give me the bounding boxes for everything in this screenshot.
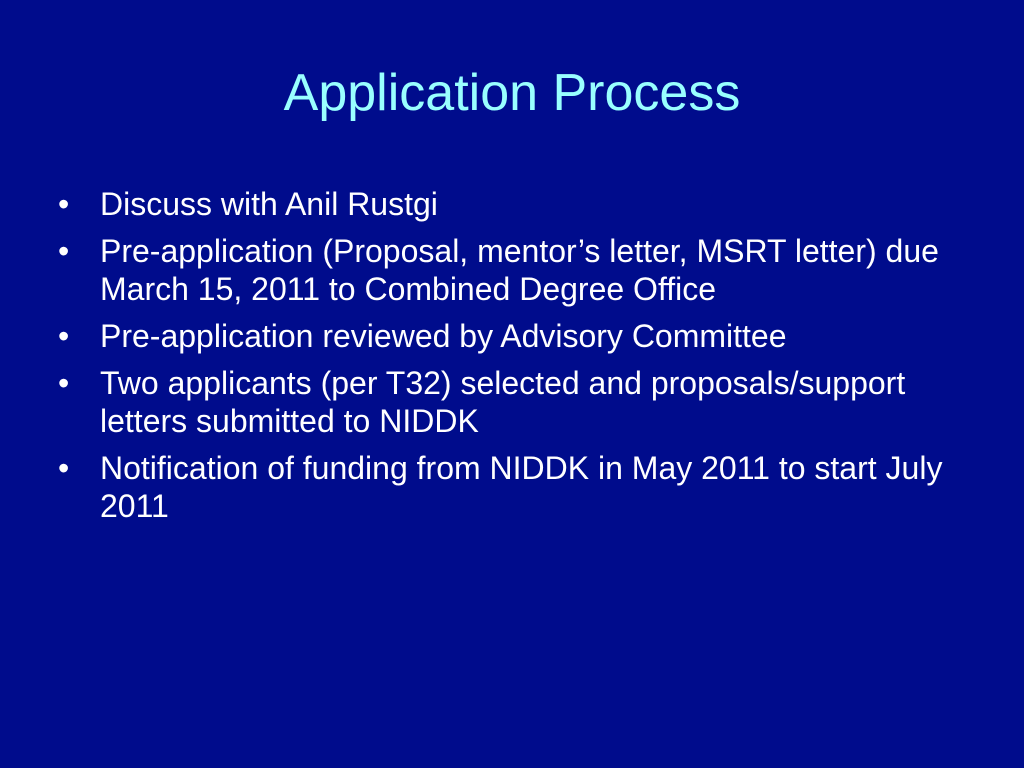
bullet-icon: • — [58, 450, 70, 486]
bullet-item — [56, 185, 976, 223]
bullet-icon: • — [58, 365, 70, 401]
bullet-icon: • — [58, 233, 70, 269]
bullet-icon: • — [58, 186, 70, 222]
bullet-item — [56, 449, 976, 525]
slide-title: Application Process — [283, 64, 741, 122]
bullet-text: Two applicants (per T32) selected and proposals/support letters submitted to NIDDK — [100, 365, 906, 439]
bullet-item — [56, 364, 976, 440]
bullet-text: Pre-application reviewed by Advisory Committee — [100, 318, 787, 354]
bullet-item — [56, 317, 976, 355]
bullet-text: Pre-application (Proposal, mentor’s letter, MSRT letter) due March 15, 2011 to Combined Degree Office — [100, 233, 939, 307]
bullet-icon: • — [58, 318, 70, 354]
bullet-text: Discuss with Anil Rustgi — [100, 186, 438, 222]
bullet-list — [56, 185, 976, 534]
bullet-text: Notification of funding from NIDDK in May 2011 to start July 2011 — [100, 450, 943, 524]
bullet-item — [56, 232, 976, 308]
